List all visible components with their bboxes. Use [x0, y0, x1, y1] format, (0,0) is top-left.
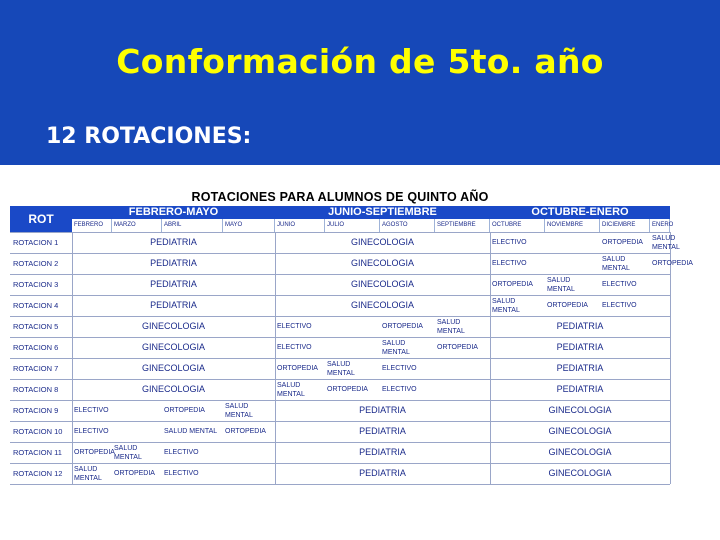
rotation-cell: ORTOPEDIA [114, 470, 155, 477]
rotation-cell: SALUD MENTAL [74, 465, 102, 482]
rot-column-header: ROT [10, 206, 72, 232]
rotation-cell: ORTOPEDIA [225, 428, 266, 435]
rotation-label: ROTACION 5 [13, 322, 59, 331]
table-title: ROTACIONES PARA ALUMNOS DE QUINTO AÑO [191, 190, 489, 204]
rotation-cell: GINECOLOGIA [141, 363, 205, 373]
month-label: NOVIEMBRE [545, 219, 600, 232]
rotation-cell: SALUD MENTAL [277, 381, 305, 398]
rotation-cell: PEDIATRIA [150, 279, 197, 289]
rotation-cell: PEDIATRIA [359, 426, 406, 436]
row-divider [10, 484, 670, 485]
rotation-cell: ELECTIVO [74, 428, 109, 435]
rotation-cell: GINECOLOGIA [548, 468, 612, 478]
rotation-cell: PEDIATRIA [556, 321, 604, 331]
rotation-label: ROTACION 1 [13, 238, 59, 247]
rotation-cell: PEDIATRIA [359, 405, 406, 415]
rotation-cell: SALUD MENTAL [547, 276, 575, 293]
rotation-cell: GINECOLOGIA [141, 384, 205, 394]
rotation-cell: PEDIATRIA [556, 384, 604, 394]
period-header: JUNIO-SEPTIEMBRE [328, 206, 437, 218]
period-header: FEBRERO-MAYO [128, 206, 219, 218]
slide-header [0, 0, 720, 165]
rotation-cell: PEDIATRIA [359, 447, 406, 457]
rotation-cell: ELECTIVO [164, 470, 199, 477]
rotation-cell: SALUD MENTAL [492, 297, 520, 314]
rotation-cell: ORTOPEDIA [327, 386, 368, 393]
rotation-cell: PEDIATRIA [150, 258, 197, 268]
rotation-cell: GINECOLOGIA [350, 258, 414, 268]
rotation-label: ROTACION 8 [13, 385, 59, 394]
rotation-label: ROTACION 3 [13, 280, 59, 289]
rotation-cell: ORTOPEDIA [652, 260, 693, 267]
rotation-cell: GINECOLOGIA [548, 426, 612, 436]
month-label: JULIO [325, 219, 380, 232]
rotation-cell: GINECOLOGIA [350, 300, 414, 310]
rotation-cell: ELECTIVO [602, 281, 637, 288]
period-header: OCTUBRE-ENERO [531, 206, 629, 218]
rotation-label: ROTACION 11 [13, 448, 62, 457]
month-label: SEPTIEMBRE [435, 219, 490, 232]
rotation-cell: SALUD MENTAL [327, 360, 355, 377]
rotation-cell: ELECTIVO [164, 449, 199, 456]
rotation-cell: GINECOLOGIA [548, 447, 612, 457]
month-label: AGOSTO [380, 219, 435, 232]
rotation-cell: ORTOPEDIA [74, 449, 115, 456]
month-label: ABRIL [162, 219, 223, 232]
rotation-cell: ORTOPEDIA [164, 407, 205, 414]
rotation-cell: ELECTIVO [602, 302, 637, 309]
slide-title: Conformación de 5to. año [116, 42, 604, 81]
rotation-cell: ORTOPEDIA [382, 323, 423, 330]
rotation-cell: ORTOPEDIA [437, 344, 478, 351]
rotation-cell: SALUD MENTAL [652, 234, 680, 251]
rotation-cell: PEDIATRIA [359, 468, 406, 478]
rotation-label: ROTACION 12 [13, 469, 63, 478]
rotation-cell: ELECTIVO [492, 239, 527, 246]
rotation-cell: SALUD MENTAL [114, 444, 142, 461]
month-label: MARZO [112, 219, 162, 232]
rotation-cell: SALUD MENTAL [164, 428, 218, 435]
rotation-cell: ORTOPEDIA [602, 239, 643, 246]
rotation-cell: ELECTIVO [74, 407, 109, 414]
rotation-cell: GINECOLOGIA [548, 405, 612, 415]
rotation-cell: PEDIATRIA [150, 237, 197, 247]
rotation-cell: ELECTIVO [492, 260, 527, 267]
month-label: JUNIO [275, 219, 325, 232]
rotation-cell: GINECOLOGIA [350, 237, 414, 247]
month-label: FEBRERO [72, 219, 112, 232]
rotation-cell: SALUD MENTAL [437, 318, 465, 335]
rotation-cell: SALUD MENTAL [602, 255, 630, 272]
month-label: MAYO [223, 219, 275, 232]
rotation-label: ROTACION 10 [13, 427, 63, 436]
rotation-table-image [10, 187, 693, 490]
rotation-cell: SALUD MENTAL [225, 402, 253, 419]
rotation-label: ROTACION 9 [13, 406, 59, 415]
rotation-cell: PEDIATRIA [150, 300, 197, 310]
rotation-cell: PEDIATRIA [556, 342, 604, 352]
rotation-cell: PEDIATRIA [556, 363, 604, 373]
slide-subtitle: 12 ROTACIONES: [46, 124, 252, 149]
rotation-label: ROTACION 7 [13, 364, 59, 373]
rotation-cell: GINECOLOGIA [350, 279, 414, 289]
rotation-label: ROTACION 4 [13, 301, 59, 310]
rotation-label: ROTACION 6 [13, 343, 59, 352]
rotation-cell: ORTOPEDIA [547, 302, 588, 309]
rotation-cell: ELECTIVO [382, 386, 417, 393]
month-label: OCTUBRE [490, 219, 545, 232]
rotation-cell: ELECTIVO [382, 365, 417, 372]
rotation-cell: ELECTIVO [277, 323, 312, 330]
rotation-label: ROTACION 2 [13, 259, 59, 268]
rotation-cell: SALUD MENTAL [382, 339, 410, 356]
month-label: ENERO [650, 219, 670, 232]
month-label: DICIEMBRE [600, 219, 650, 232]
rotation-cell: GINECOLOGIA [141, 342, 205, 352]
rotation-cell: ORTOPEDIA [277, 365, 318, 372]
rotation-cell: ORTOPEDIA [492, 281, 533, 288]
rotation-cell: GINECOLOGIA [141, 321, 205, 331]
rotation-cell: ELECTIVO [277, 344, 312, 351]
